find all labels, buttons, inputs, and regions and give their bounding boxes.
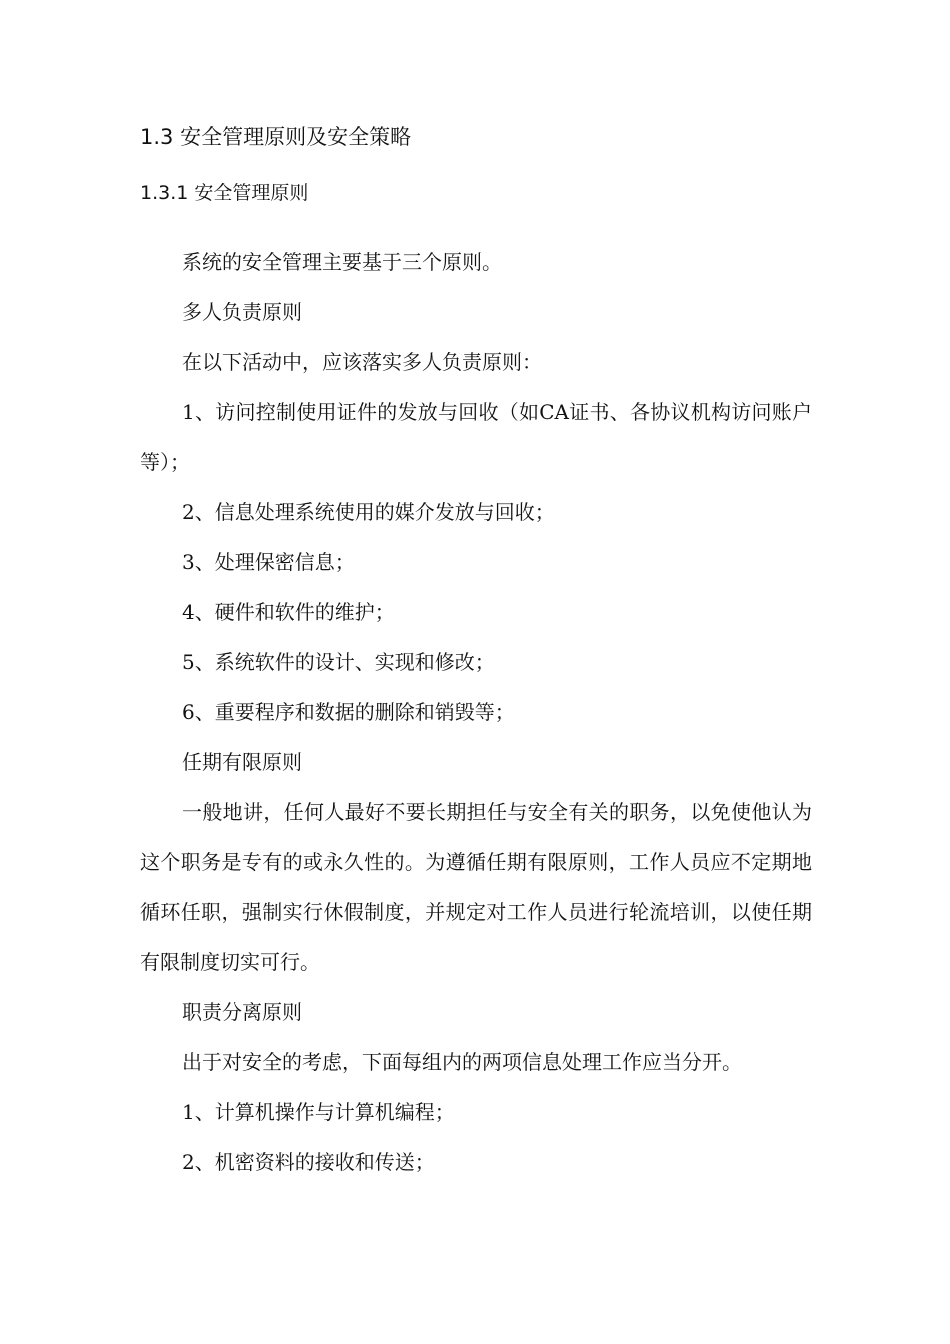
list-item-2: 2、信息处理系统使用的媒介发放与回收； — [182, 500, 555, 524]
section-heading: 1.3 安全管理原则及安全策略 — [140, 125, 412, 149]
paragraph-intro: 系统的安全管理主要基于三个原则。 — [182, 250, 502, 274]
separation-item-2: 2、机密资料的接收和传送； — [182, 1150, 435, 1174]
subsection-heading: 1.3.1 安全管理原则 — [140, 182, 309, 204]
list-item-6: 6、重要程序和数据的删除和销毁等； — [182, 700, 515, 724]
separation-item-1: 1、计算机操作与计算机编程； — [182, 1100, 455, 1124]
list-item-3: 3、处理保密信息； — [182, 550, 355, 574]
list-item-4: 4、硬件和软件的维护； — [182, 600, 395, 624]
document-body — [140, 237, 812, 1187]
list-item-1: 1、访问控制使用证件的发放与回收（如CA证书、各协议机构访问账户等）； — [140, 400, 812, 474]
paragraph-multi-person-lead: 在以下活动中，应该落实多人负责原则： — [182, 350, 542, 374]
principle-title-multi-person: 多人负责原则 — [182, 300, 302, 324]
list-item-5: 5、系统软件的设计、实现和修改； — [182, 650, 495, 674]
paragraph-limited-term: 一般地讲，任何人最好不要长期担任与安全有关的职务，以免使他认为这个职务是专有的或永久性的。为遵循任期有限原则，工作人员应不定期地循环任职，强制实行休假制度，并规定对工作人员进行轮流培训，以使任期有限制度切实可行。 — [140, 800, 812, 974]
principle-title-separation: 职责分离原则 — [182, 1000, 302, 1024]
principle-title-limited-term: 任期有限原则 — [182, 750, 302, 774]
paragraph-separation-lead: 出于对安全的考虑，下面每组内的两项信息处理工作应当分开。 — [182, 1050, 742, 1074]
